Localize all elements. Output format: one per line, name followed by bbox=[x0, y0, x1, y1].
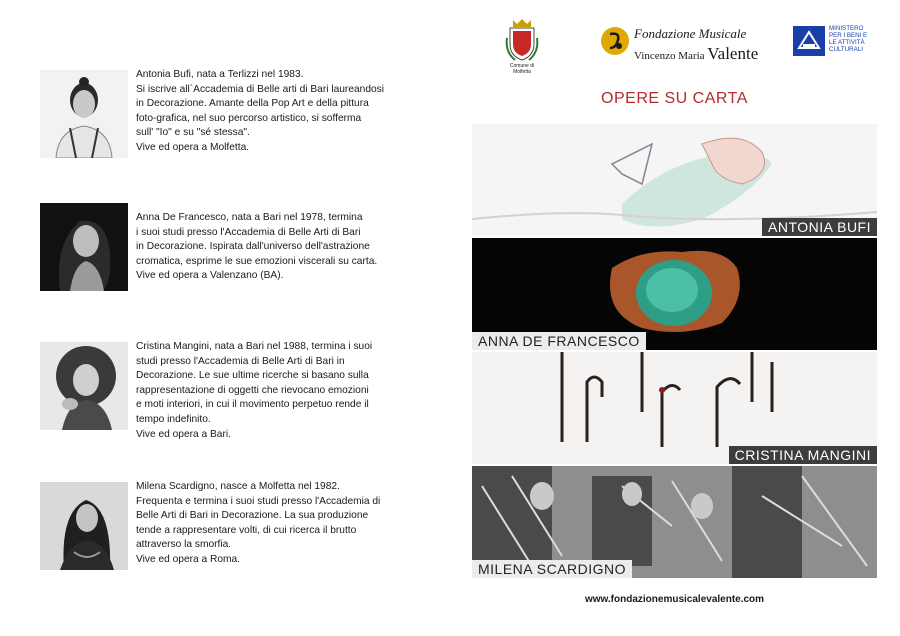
artwork-panel-cristina-mangini bbox=[472, 352, 877, 464]
bio-cristina-mangini bbox=[40, 341, 420, 440]
foundation-name: Fondazione Musicale bbox=[634, 26, 747, 41]
portrait-milena-scardigno bbox=[40, 482, 128, 570]
artist-label: CRISTINA MANGINI bbox=[729, 446, 877, 464]
bio-text: Anna De Francesco, nata a Bari nel 1978, termina i suoi studi presso l'Accademia di Belle Arti di Bari in Decorazione. Ispirata dall'universo dell'astrazione cromatica, esprime le sue emozioni viscerali su carta. Vive ed opera a Valenzano (BA). bbox=[136, 212, 378, 282]
page-title: OPERE SU CARTA bbox=[601, 90, 748, 107]
artwork-panel-antonia-bufi bbox=[472, 124, 877, 236]
bio-milena-scardigno bbox=[40, 482, 420, 572]
artist-label: ANNA DE FRANCESCO bbox=[472, 332, 646, 350]
ministry-logo bbox=[793, 22, 873, 62]
foundation-subname: Vincenzo Maria Valente bbox=[634, 44, 759, 63]
artist-label: ANTONIA BUFI bbox=[762, 218, 877, 236]
artwork-panel-milena-scardigno bbox=[472, 466, 877, 578]
bio-text: Milena Scardigno, nasce a Molfetta nel 1982. Frequenta e termina i suoi studi presso l'Accademia di Belle Arti di Bari in Decorazione. La sua produzione tende a rappresentare volti, di cui ricerca il brutto attraverso la smorfia. Vive ed opera a Roma. bbox=[136, 481, 381, 565]
bio-anna-de-francesco bbox=[40, 203, 420, 293]
portrait-antonia-bufi bbox=[40, 70, 128, 158]
ministry-name: MINISTERO PER I BENI E LE ATTIVITÀ CULTURALI bbox=[829, 25, 868, 53]
foundation-emblem-icon bbox=[600, 26, 630, 56]
artist-label: MILENA SCARDIGNO bbox=[472, 560, 632, 578]
crest-label: Comune di Molfetta bbox=[509, 63, 535, 75]
comune-crest-logo bbox=[505, 18, 539, 75]
ministry-emblem-icon bbox=[793, 26, 825, 56]
portrait-cristina-mangini bbox=[40, 342, 128, 430]
bio-text: Antonia Bufi, nata a Terlizzi nel 1983. Si iscrive all`Accademia di Belle arti di Bari laureandosi in Decorazione. Amante della Pop Art e della pittura foto-grafica, nel suo percorso artistico, si sofferma sull' "Io" e su "sé stessa". Vive ed opera a Molfetta. bbox=[136, 69, 385, 153]
header-logos bbox=[505, 18, 875, 73]
bio-text: Cristina Mangini, nata a Bari nel 1988, termina i suoi studi presso l'Accademia di Belle Arti di Bari in Decorazione. Le sue ultime ricerche si basano sulla rappresentazione di oggetti che rievocano emozioni e moti interiori, in cui il movimento perpetuo rende il tempo indefinito. Vive ed opera a Bari. bbox=[136, 341, 373, 440]
foundation-logo bbox=[600, 22, 759, 68]
portrait-anna-de-francesco bbox=[40, 203, 128, 291]
artwork-panel-anna-de-francesco bbox=[472, 238, 877, 350]
bio-antonia-bufi bbox=[40, 70, 420, 160]
website-link[interactable]: www.fondazionemusicalevalente.com bbox=[584, 594, 765, 605]
